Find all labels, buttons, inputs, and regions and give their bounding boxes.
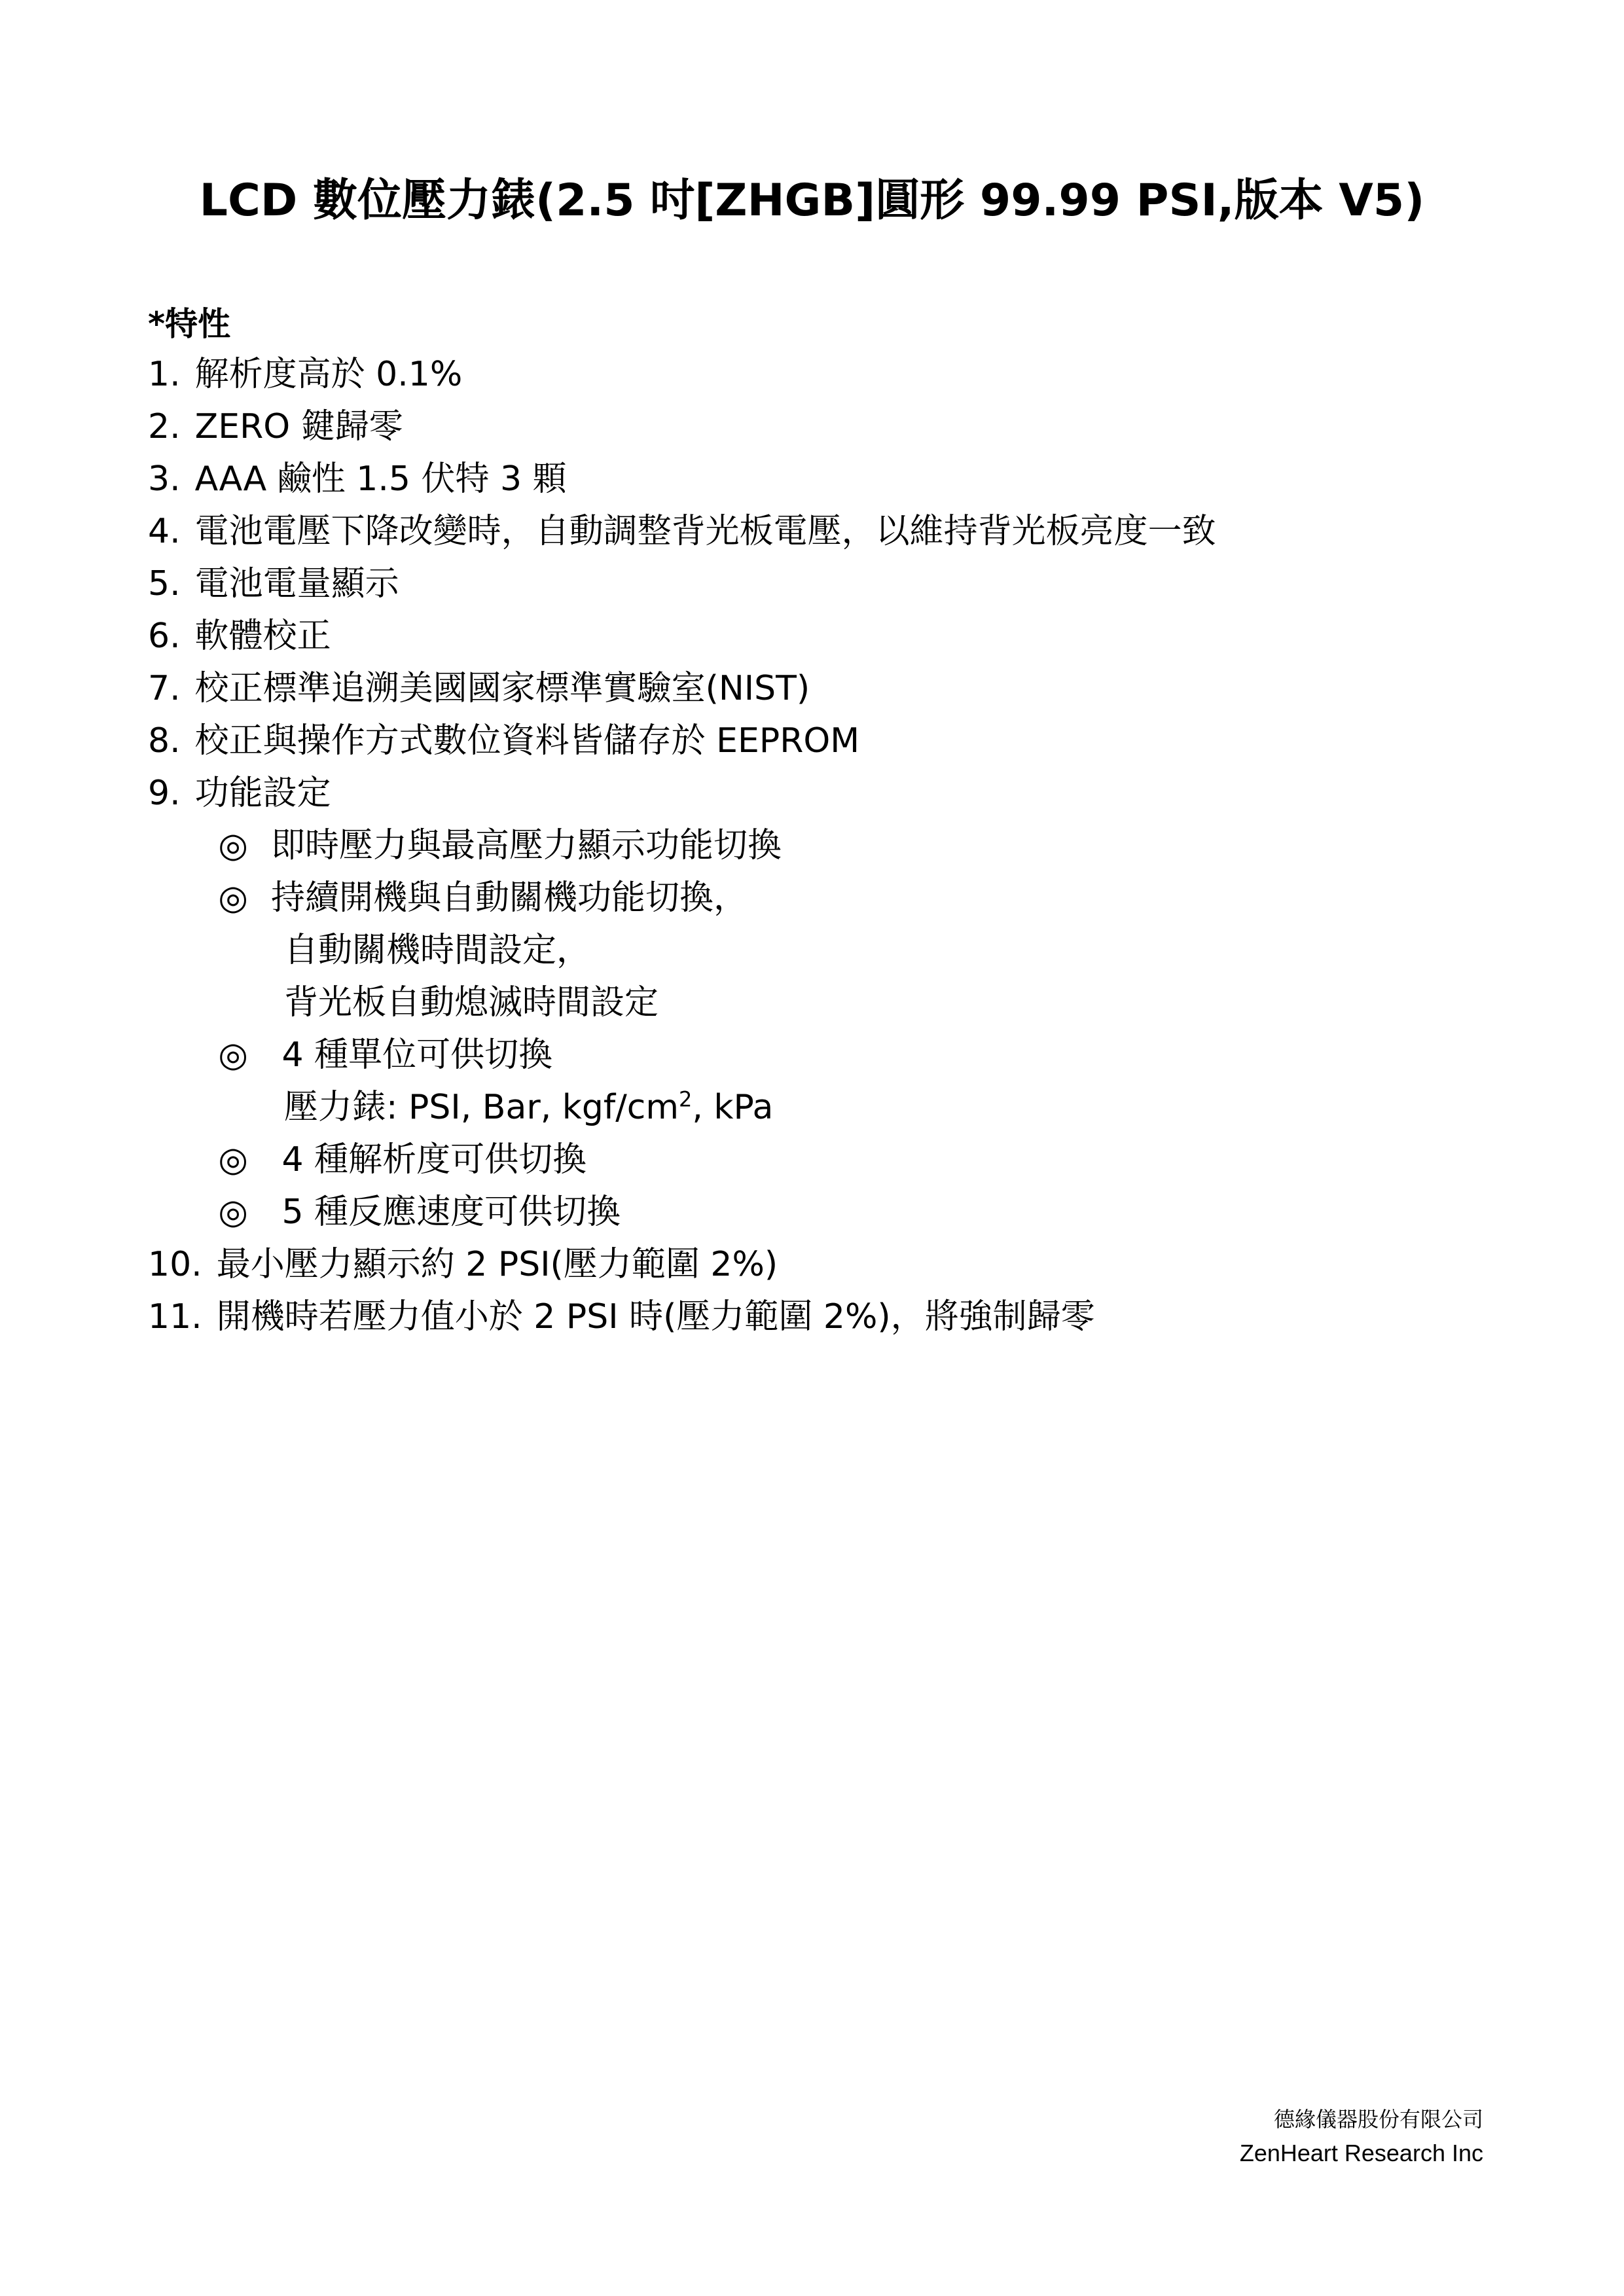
item-number: 6.: [148, 617, 181, 656]
bullet-icon: ◎: [218, 878, 248, 918]
item-text: 電池電壓下降改變時，自動調整背光板電壓，以維持背光板亮度一致: [194, 512, 1216, 551]
units-suffix: , kPa: [692, 1088, 774, 1127]
item-number: 7.: [148, 669, 181, 708]
function-item-1: [148, 819, 1523, 872]
document-title: LCD 數位壓力錶(2.5 吋[ZHGB]圓形 99.99 PSI,版本 V5): [199, 175, 1425, 226]
function-item-2-detail-2: [148, 977, 1523, 1029]
function-item-3: [148, 1029, 1523, 1081]
feature-item-7: [148, 662, 1523, 715]
function-item-4: [148, 1134, 1523, 1186]
function-detail-text: 背光板自動熄滅時間設定: [284, 983, 659, 1022]
feature-item-1: [148, 348, 1523, 401]
item-number: 9.: [148, 774, 181, 813]
company-footer: [1240, 2102, 1483, 2170]
feature-item-11: [148, 1291, 1523, 1343]
bullet-icon: ◎: [218, 826, 248, 865]
feature-item-3: [148, 453, 1523, 505]
function-text: 持續開機與自動關機功能切換，: [271, 878, 748, 918]
feature-item-5: [148, 558, 1523, 610]
item-number: 2.: [148, 407, 181, 446]
company-name-zh: 德緣儀器股份有限公司: [1273, 2107, 1483, 2132]
item-text: 軟體校正: [194, 617, 331, 656]
feature-item-8: [148, 715, 1523, 767]
function-detail-text: 自動關機時間設定，: [284, 931, 591, 970]
item-number: 10.: [148, 1245, 202, 1284]
item-text: 功能設定: [194, 774, 331, 813]
item-text: 最小壓力顯示約 2 PSI(壓力範圍 2%): [216, 1245, 778, 1284]
feature-item-9: [148, 767, 1523, 819]
function-item-2: [148, 872, 1523, 924]
item-text: 開機時若壓力值小於 2 PSI 時(壓力範圍 2%)，將強制歸零: [216, 1297, 1095, 1336]
item-text: 校正標準追溯美國國家標準實驗室(NIST): [194, 669, 810, 708]
feature-item-6: [148, 610, 1523, 662]
units-superscript: 2: [678, 1086, 693, 1112]
feature-item-4: [148, 505, 1523, 558]
function-item-5: [148, 1186, 1523, 1238]
bullet-icon: ◎: [218, 1035, 248, 1075]
feature-item-10: [148, 1238, 1523, 1291]
function-text: 即時壓力與最高壓力顯示功能切換: [271, 826, 782, 865]
item-text: 校正與操作方式數位資料皆儲存於 EEPROM: [194, 721, 860, 761]
item-text: AAA 鹼性 1.5 伏特 3 顆: [194, 459, 567, 499]
features-list: [148, 348, 1523, 1343]
function-item-3-units: [148, 1081, 1523, 1134]
company-name-en: ZenHeart Research Inc: [1239, 2140, 1483, 2166]
feature-item-2: [148, 401, 1523, 453]
item-number: 5.: [148, 564, 181, 603]
function-item-2-detail-1: [148, 924, 1523, 977]
item-number: 1.: [148, 355, 181, 394]
function-text: 5 種反應速度可供切換: [271, 1193, 621, 1232]
item-number: 4.: [148, 512, 181, 551]
bullet-icon: ◎: [218, 1140, 248, 1179]
item-number: 8.: [148, 721, 181, 761]
function-text: 4 種單位可供切換: [271, 1035, 553, 1075]
function-text: 4 種解析度可供切換: [271, 1140, 587, 1179]
item-text: ZERO 鍵歸零: [194, 407, 403, 446]
item-number: 3.: [148, 459, 181, 499]
item-text: 解析度高於 0.1%: [194, 355, 463, 394]
item-number: 11.: [148, 1297, 202, 1336]
bullet-icon: ◎: [218, 1193, 248, 1232]
units-prefix: 壓力錶: PSI, Bar, kgf/cm: [284, 1088, 679, 1127]
item-text: 電池電量顯示: [194, 564, 399, 603]
features-heading: *特性: [148, 305, 231, 343]
